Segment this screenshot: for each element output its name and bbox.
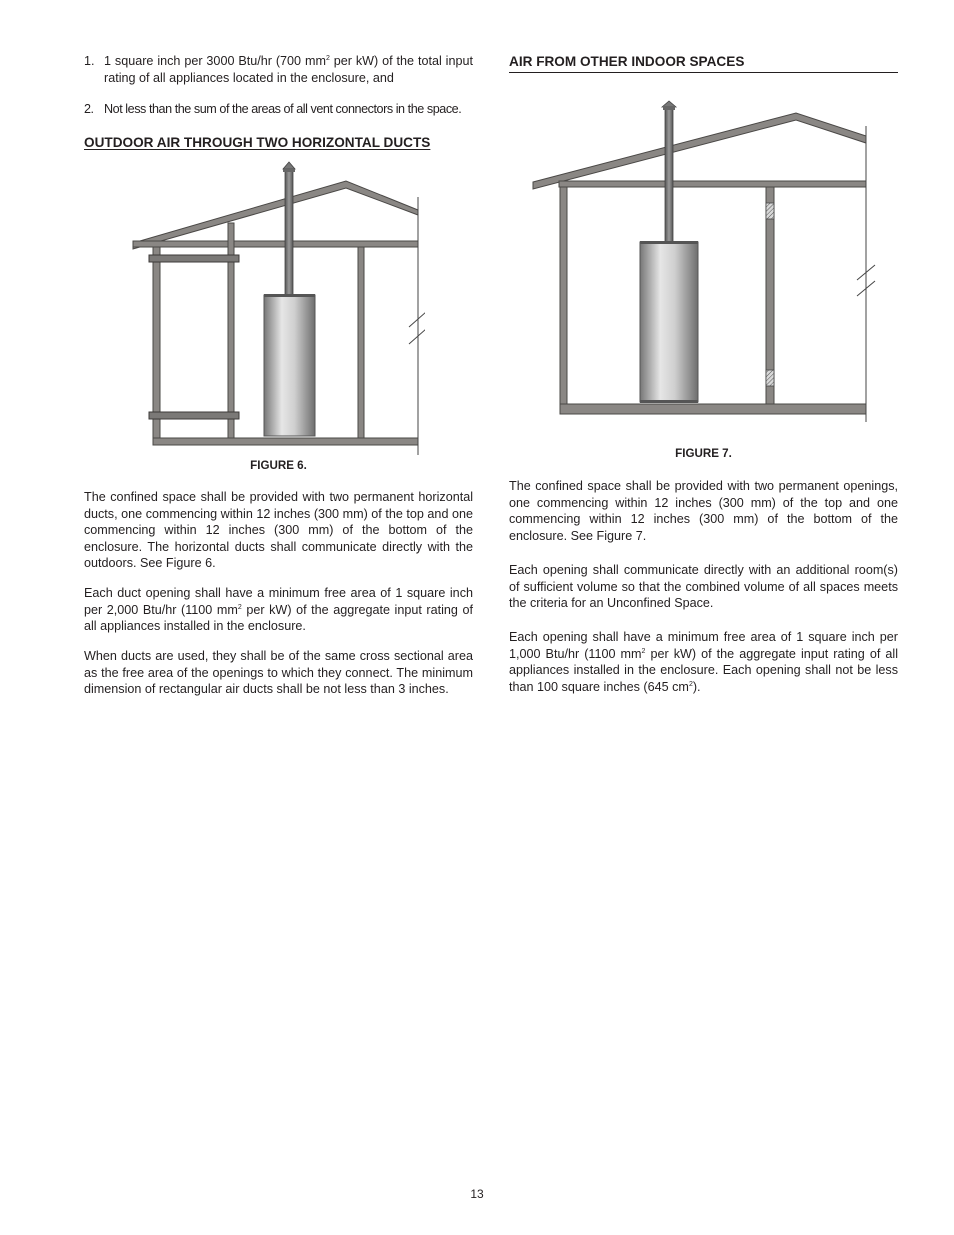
page-number: 13 — [470, 1187, 484, 1201]
list-item-text: 1 square inch per 3000 Btu/hr (700 mm — [104, 54, 326, 68]
figure-6-illustration — [125, 155, 425, 460]
figure-6-caption: FIGURE 6. — [250, 459, 307, 472]
list-item-text-end: per kW) of the total input rating of all appliances located in the enclosure, and — [104, 54, 473, 85]
paragraph-duct-area: Each duct opening shall have a minimum free area of 1 square inch per 2,000 Btu/hr (1100 mm — [84, 586, 473, 617]
paragraph-permanent-openings: The confined space shall be provided with two permanent openings, one commencing within 12 inches (300 mm) of the top and one commencing within 12 inches (300 mm) of the bottom of the enclosure. See Figure 7. — [509, 479, 898, 543]
figure-7-illustration — [529, 96, 877, 428]
paragraph-opening-area-end: ). — [692, 679, 701, 694]
list-item-1 — [84, 53, 473, 86]
figure-7-caption: FIGURE 7. — [675, 447, 732, 460]
paragraph-opening-area: Each opening shall have a minimum free area of 1 square inch per 1,000 Btu/hr (1100 mm — [509, 630, 898, 661]
left-body-text-2 — [84, 585, 473, 635]
left-body-text — [84, 489, 473, 572]
paragraph-additional-rooms: Each opening shall communicate directly with an additional room(s) of sufficient volume so that the combined volume of all spaces meets the criteria for an Unconfined Space. — [509, 563, 898, 611]
superscript: 2 — [237, 603, 242, 611]
section-heading-outdoor-air: OUTDOOR AIR THROUGH TWO HORIZONTAL DUCTS — [84, 135, 431, 150]
superscript: 2 — [688, 680, 693, 688]
paragraph-duct-dimension: When ducts are used, they shall be of the same cross sectional area as the free area of the openings to which they connect. The minimum dimension of rectangular air ducts shall be not less than 3 inches. — [84, 649, 473, 697]
superscript: 2 — [641, 647, 646, 655]
list-item-2 — [84, 101, 473, 118]
paragraph-opening-area-mid: per kW) of the aggregate input rating of all appliances installed in the enclosure. Each opening shall not be less than 100 square inches (645 cm — [509, 646, 898, 694]
right-body-text-2 — [509, 562, 898, 612]
right-body-text-3 — [509, 629, 898, 695]
left-body-text-3 — [84, 648, 473, 698]
superscript: 2 — [325, 55, 330, 62]
list-item-text: Not less than the sum of the areas of all vent connectors in the space. — [104, 102, 462, 116]
paragraph-duct-area-end: per kW) of the aggregate input rating of all appliances installed in the enclosure. — [84, 602, 473, 634]
list-number: 1. — [84, 54, 95, 68]
list-number: 2. — [84, 102, 94, 116]
section-heading-indoor-spaces: AIR FROM OTHER INDOOR SPACES — [509, 54, 898, 73]
paragraph-horizontal-ducts: The confined space shall be provided with two permanent horizontal ducts, one commencing within 12 inches (300 mm) of the top and one commencing within 12 inches (300 mm) of the bottom of the enclosure. The horizontal ducts shall communicate directly with the outdoors. See Figure 6. — [84, 490, 473, 571]
right-body-text — [509, 478, 898, 544]
